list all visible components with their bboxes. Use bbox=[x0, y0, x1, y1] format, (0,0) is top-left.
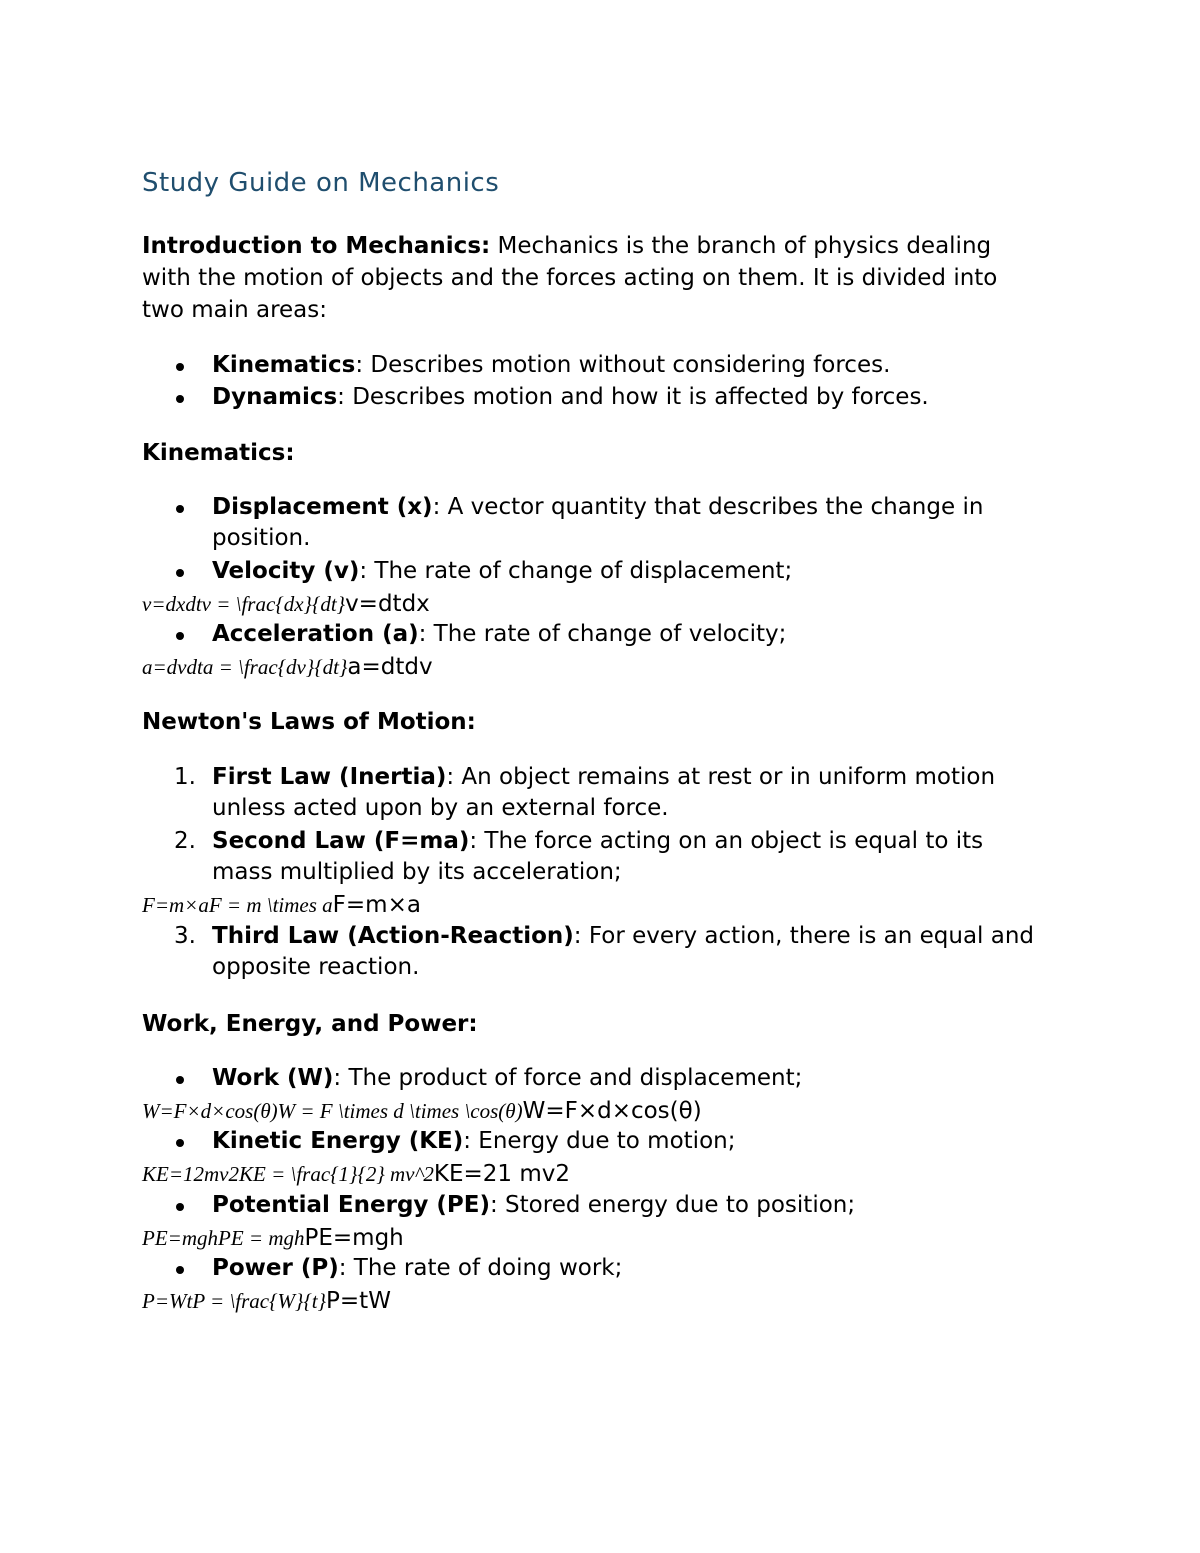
formula-rendered: P=tW bbox=[326, 1288, 391, 1314]
description: : A vector quantity that describes the change in bbox=[432, 494, 984, 520]
list-item-velocity bbox=[142, 556, 1082, 587]
formula-latex: PE=mghPE = mgh bbox=[142, 1226, 305, 1250]
formula-second-law bbox=[142, 890, 421, 920]
list-item-kinetic-energy bbox=[142, 1126, 1082, 1157]
bullet-icon bbox=[176, 1266, 184, 1274]
list-number: 3. bbox=[174, 923, 196, 949]
list-number: 2. bbox=[174, 828, 196, 854]
term: Third Law (Action-Reaction) bbox=[212, 923, 574, 949]
bullet-icon bbox=[176, 395, 184, 403]
bullet-icon bbox=[176, 505, 184, 513]
description: : The rate of change of velocity; bbox=[418, 621, 787, 647]
list-item-work bbox=[142, 1063, 1082, 1094]
term: Kinetic Energy (KE) bbox=[212, 1128, 464, 1154]
section-heading-work-energy-power: Work, Energy, and Power: bbox=[142, 1011, 478, 1037]
term: Acceleration (a) bbox=[212, 621, 419, 647]
list-item-dynamics-area bbox=[142, 382, 1082, 413]
description: : The rate of doing work; bbox=[338, 1255, 623, 1281]
intro-label: Introduction to Mechanics: bbox=[142, 233, 491, 259]
formula-rendered: F=m×a bbox=[332, 892, 421, 918]
description: : An object remains at rest or in uniform motion bbox=[446, 764, 996, 790]
section-heading-kinematics: Kinematics: bbox=[142, 440, 295, 466]
formula-latex: v=dxdtv = \frac{dx}{dt} bbox=[142, 592, 346, 616]
intro-text-line2: with the motion of objects and the forces acting on them. It is divided into bbox=[142, 265, 998, 291]
description-cont: unless acted upon by an external force. bbox=[212, 795, 669, 821]
list-item-kinematics-area bbox=[142, 350, 1082, 381]
formula-acceleration bbox=[142, 652, 433, 682]
formula-kinetic-energy bbox=[142, 1159, 570, 1189]
list-item-first-law bbox=[142, 762, 1082, 824]
formula-work bbox=[142, 1096, 702, 1126]
term: Second Law (F=ma) bbox=[212, 828, 470, 854]
description: : The rate of change of displacement; bbox=[359, 558, 793, 584]
description: : For every action, there is an equal and bbox=[573, 923, 1035, 949]
list-item-third-law bbox=[142, 921, 1082, 983]
description: : The product of force and displacement; bbox=[333, 1065, 803, 1091]
term: Velocity (v) bbox=[212, 558, 360, 584]
intro-text-line3: two main areas: bbox=[142, 297, 328, 323]
term: Dynamics bbox=[212, 384, 338, 410]
description: : The force acting on an object is equal to its bbox=[469, 828, 984, 854]
formula-rendered: a=dtdv bbox=[347, 654, 433, 680]
intro-paragraph bbox=[142, 230, 1042, 326]
description-cont: opposite reaction. bbox=[212, 954, 420, 980]
list-item-acceleration bbox=[142, 619, 1082, 650]
formula-rendered: v=dtdx bbox=[345, 591, 430, 617]
list-item-potential-energy bbox=[142, 1190, 1082, 1221]
formula-rendered: W=F×d×cos(θ) bbox=[522, 1098, 702, 1124]
list-item-power bbox=[142, 1253, 1082, 1284]
description: : Energy due to motion; bbox=[463, 1128, 736, 1154]
formula-power bbox=[142, 1286, 391, 1316]
term: Work (W) bbox=[212, 1065, 334, 1091]
term: Potential Energy (PE) bbox=[212, 1192, 490, 1218]
list-item-second-law bbox=[142, 826, 1082, 888]
description-cont: position. bbox=[212, 525, 311, 551]
description: : Describes motion and how it is affected by forces. bbox=[337, 384, 929, 410]
formula-latex: a=dvdta = \frac{dv}{dt} bbox=[142, 655, 348, 679]
formula-latex: F=m×aF = m \times a bbox=[142, 893, 333, 917]
list-number: 1. bbox=[174, 764, 196, 790]
formula-rendered: KE=21 mv2 bbox=[433, 1161, 570, 1187]
description-cont: mass multiplied by its acceleration; bbox=[212, 859, 622, 885]
page-title: Study Guide on Mechanics bbox=[142, 168, 500, 198]
formula-rendered: PE=mgh bbox=[304, 1225, 404, 1251]
formula-velocity bbox=[142, 589, 430, 619]
list-item-displacement bbox=[142, 492, 1082, 554]
bullet-icon bbox=[176, 632, 184, 640]
formula-latex: P=WtP = \frac{W}{t} bbox=[142, 1289, 327, 1313]
term: Kinematics bbox=[212, 352, 356, 378]
intro-text-line1: Mechanics is the branch of physics dealing bbox=[490, 233, 992, 259]
term: Power (P) bbox=[212, 1255, 339, 1281]
term: Displacement (x) bbox=[212, 494, 433, 520]
description: : Stored energy due to position; bbox=[490, 1192, 856, 1218]
bullet-icon bbox=[176, 363, 184, 371]
section-heading-newton: Newton's Laws of Motion: bbox=[142, 709, 476, 735]
formula-potential-energy bbox=[142, 1223, 404, 1253]
formula-latex: W=F×d×cos(θ)W = F \times d \times \cos(θ) bbox=[142, 1099, 523, 1123]
bullet-icon bbox=[176, 1203, 184, 1211]
bullet-icon bbox=[176, 569, 184, 577]
formula-latex: KE=12mv2KE = \frac{1}{2} mv^2 bbox=[142, 1162, 434, 1186]
description: : Describes motion without considering forces. bbox=[355, 352, 891, 378]
bullet-icon bbox=[176, 1139, 184, 1147]
term: First Law (Inertia) bbox=[212, 764, 447, 790]
bullet-icon bbox=[176, 1076, 184, 1084]
